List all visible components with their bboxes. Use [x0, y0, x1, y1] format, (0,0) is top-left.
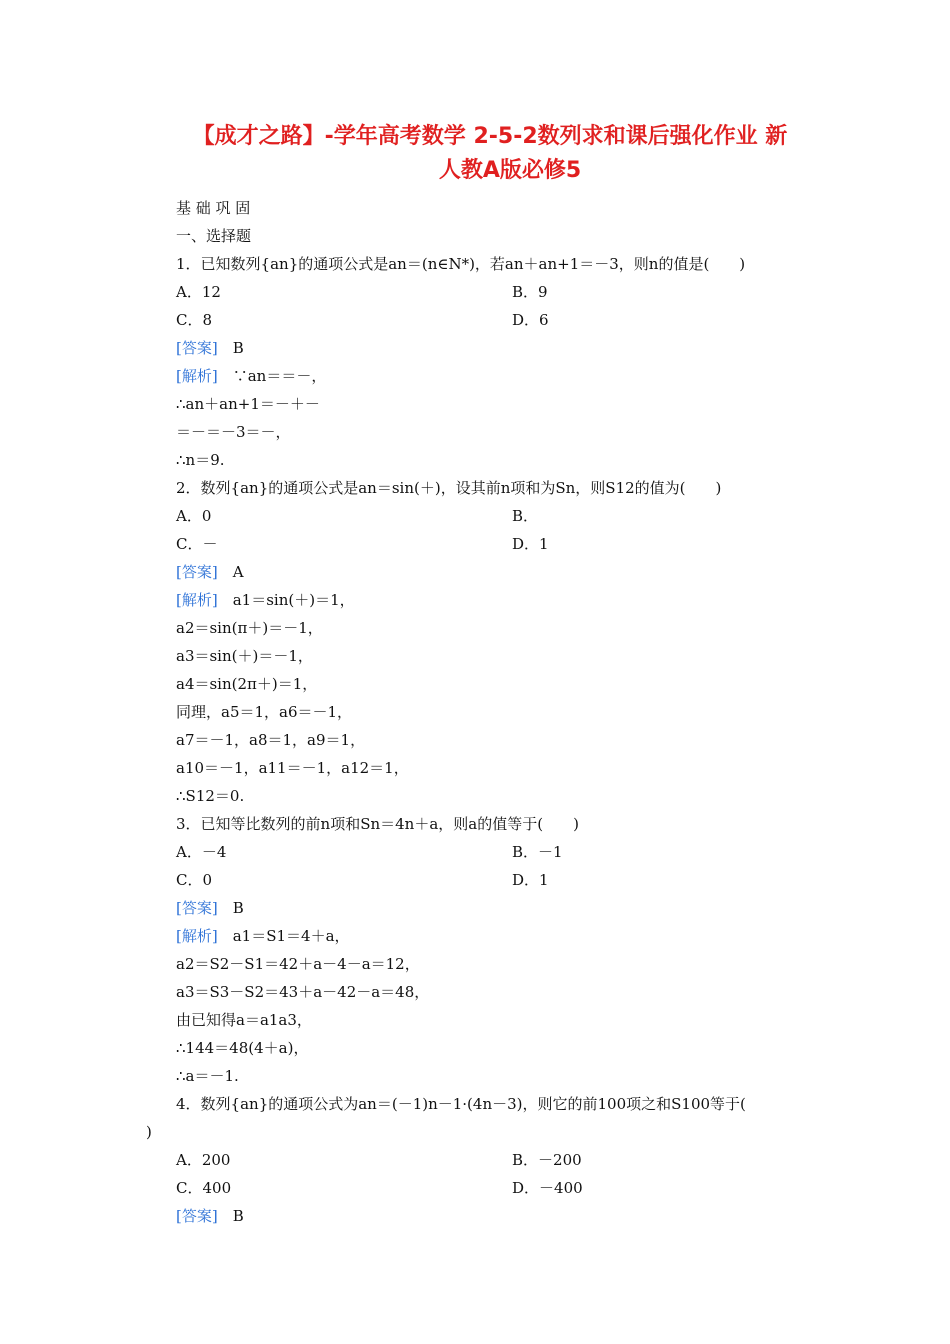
- analysis-line: ∴an＋an+1＝－＋－: [176, 395, 320, 413]
- question-2-stem: 2．数列{an}的通项公式是an＝sin(＋)，设其前n项和为Sn，则S12的值为( ): [176, 479, 722, 497]
- analysis-line: a3＝S3－S2＝43＋a－42－a＝48，: [176, 983, 430, 1001]
- question-2-analysis: [176, 586, 816, 614]
- answer-tag: [答案]: [176, 1207, 218, 1225]
- subsection-heading: 一、选择题: [176, 227, 252, 245]
- analysis-line: 由已知得a＝a1a3，: [176, 1011, 312, 1029]
- answer-tag: [答案]: [176, 339, 218, 357]
- question-2-options-row-1: [176, 502, 816, 530]
- analysis-line: a1＝S1＝4＋a，: [217, 927, 350, 945]
- option-a: A．200: [176, 1151, 231, 1169]
- option-d: D．－400: [512, 1179, 583, 1197]
- question-3-options-row-1: [176, 838, 816, 866]
- question-2-answer: [176, 558, 816, 586]
- analysis-tag: [解析]: [176, 927, 218, 945]
- analysis-line: ∴n＝9.: [176, 451, 225, 469]
- answer-value: B: [217, 1207, 244, 1225]
- analysis-line: a2＝S2－S1＝42＋a－4－a＝12，: [176, 955, 420, 973]
- option-b: B．9: [512, 283, 548, 301]
- option-b: B．: [512, 507, 539, 525]
- option-b: B．－200: [512, 1151, 582, 1169]
- option-a: A．12: [176, 283, 221, 301]
- document-body: [146, 194, 816, 1230]
- option-b: B．－1: [512, 843, 563, 861]
- analysis-tag: [解析]: [176, 591, 218, 609]
- answer-value: B: [217, 899, 244, 917]
- question-4-options-row-2: [176, 1174, 816, 1202]
- question-1-answer: [176, 334, 816, 362]
- title-line-1: 【成才之路】-学年高考数学 2-5-2数列求和课后强化作业 新: [192, 124, 788, 149]
- analysis-line: ∵an＝＝－，: [217, 367, 327, 385]
- option-c: C．8: [176, 311, 213, 329]
- option-d: D．1: [512, 871, 549, 889]
- analysis-line: ＝－＝－3＝－，: [176, 423, 291, 441]
- analysis-tag: [解析]: [176, 367, 218, 385]
- analysis-line: a3＝sin(＋)＝－1，: [176, 647, 313, 665]
- question-4-options-row-1: [176, 1146, 816, 1174]
- option-d: D．6: [512, 311, 549, 329]
- question-1-analysis: [176, 362, 816, 390]
- question-4-stem-continued: ): [146, 1123, 152, 1141]
- option-a: A．0: [176, 507, 212, 525]
- question-3-options-row-2: [176, 866, 816, 894]
- analysis-line: a7＝－1，a8＝1，a9＝1，: [176, 731, 366, 749]
- option-a: A．－4: [176, 843, 227, 861]
- option-c: C．－: [176, 535, 218, 553]
- question-4-stem: 4．数列{an}的通项公式为an＝(－1)n－1·(4n－3)，则它的前100项之和S100等于(: [176, 1095, 746, 1113]
- analysis-line: a2＝sin(π＋)＝－1，: [176, 619, 323, 637]
- answer-tag: [答案]: [176, 899, 218, 917]
- question-2-options-row-2: [176, 530, 816, 558]
- question-1-stem: 1．已知数列{an}的通项公式是an＝(n∈N*)，若an＋an+1＝－3，则n的值是( ): [176, 255, 746, 273]
- question-3-stem: 3．已知等比数列的前n项和Sn＝4n＋a，则a的值等于( ): [176, 815, 579, 833]
- analysis-line: a1＝sin(＋)＝1，: [217, 591, 355, 609]
- analysis-line: a10＝－1，a11＝－1，a12＝1，: [176, 759, 409, 777]
- answer-value: B: [217, 339, 244, 357]
- analysis-line: a4＝sin(2π＋)＝1，: [176, 675, 318, 693]
- option-c: C．400: [176, 1179, 232, 1197]
- question-3-answer: [176, 894, 816, 922]
- question-4-answer: [176, 1202, 816, 1230]
- question-1-options-row-2: [176, 306, 816, 334]
- option-d: D．1: [512, 535, 549, 553]
- question-1-options-row-1: [176, 278, 816, 306]
- document-title: [145, 120, 835, 188]
- answer-tag: [答案]: [176, 563, 218, 581]
- analysis-line: ∴a＝－1.: [176, 1067, 239, 1085]
- analysis-line: ∴S12＝0.: [176, 787, 245, 805]
- option-c: C．0: [176, 871, 213, 889]
- section-heading: 基 础 巩 固: [176, 199, 251, 217]
- title-line-2: 人教A版必修5: [438, 158, 582, 183]
- analysis-line: ∴144＝48(4＋a)，: [176, 1039, 309, 1057]
- answer-value: A: [217, 563, 244, 581]
- question-3-analysis: [176, 922, 816, 950]
- analysis-line: 同理，a5＝1，a6＝－1，: [176, 703, 353, 721]
